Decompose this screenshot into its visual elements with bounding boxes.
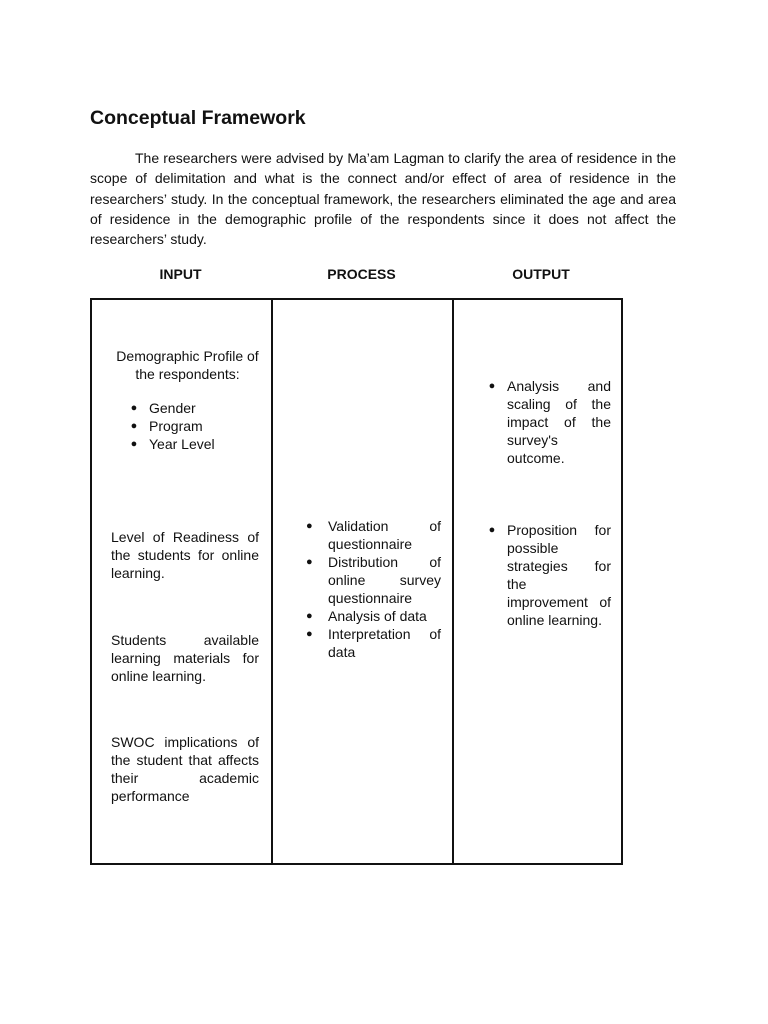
list-item <box>306 517 441 553</box>
learning-materials-input-text: Students available learning materials for online learning. <box>111 632 259 684</box>
input-column-header: INPUT <box>159 266 202 282</box>
process-item-validation: Validation of questionnaire <box>328 518 441 552</box>
output-item-analysis: Analysis and scaling of the impact of the survey's outcome. <box>507 378 611 466</box>
bullet-icon: ● <box>130 438 138 450</box>
demographic-item-year-level: Year Level <box>149 436 215 452</box>
process-column-header: PROCESS <box>327 266 396 282</box>
demographic-item-list <box>127 399 257 453</box>
bullet-icon: ● <box>488 524 496 536</box>
framework-table <box>90 298 623 865</box>
demographic-item-program: Program <box>149 418 203 434</box>
list-item <box>127 399 257 417</box>
column-divider-input-process <box>271 300 273 863</box>
bullet-icon: ● <box>306 628 313 640</box>
output-column-header: OUTPUT <box>512 266 570 282</box>
list-item <box>485 377 611 467</box>
intro-paragraph: The researchers were advised by Ma’am Lagman to clarify the area of residence in the scope of delimitation and what is the connect and/or effect of area of residence in the researchers’ study. In the conceptual framework, the researchers eliminated the age and area of residence in the demographic profile of the respondents since it does not affect the researchers’ study. <box>90 150 676 248</box>
column-divider-process-output <box>452 300 454 863</box>
list-item <box>127 417 257 435</box>
swoc-input-text: SWOC implications of the student that affects their academic performance <box>111 734 259 804</box>
bullet-icon: ● <box>488 380 496 392</box>
output-item-proposition: Proposition for possible strategies for the improvement of online learning. <box>507 522 611 628</box>
bullet-icon: ● <box>306 520 313 532</box>
process-item-interpretation: Interpretation of data <box>328 626 441 660</box>
demographic-profile-heading: Demographic Profile of the respondents: <box>116 348 259 382</box>
output-item-list-analysis <box>485 377 611 467</box>
output-item-list-proposition <box>485 521 611 629</box>
list-item <box>306 607 441 625</box>
bullet-icon: ● <box>130 420 138 432</box>
list-item <box>306 625 441 661</box>
list-item <box>127 435 257 453</box>
bullet-icon: ● <box>130 402 138 414</box>
bullet-icon: ● <box>306 556 313 568</box>
process-item-list <box>306 517 441 661</box>
process-item-analysis: Analysis of data <box>328 608 427 624</box>
list-item <box>306 553 441 607</box>
page-title: Conceptual Framework <box>90 107 306 129</box>
readiness-input-text: Level of Readiness of the students for online learning. <box>111 529 259 581</box>
process-item-distribution: Distribution of online survey questionnaire <box>328 554 441 606</box>
bullet-icon: ● <box>306 610 313 622</box>
demographic-item-gender: Gender <box>149 400 196 416</box>
list-item <box>485 521 611 629</box>
